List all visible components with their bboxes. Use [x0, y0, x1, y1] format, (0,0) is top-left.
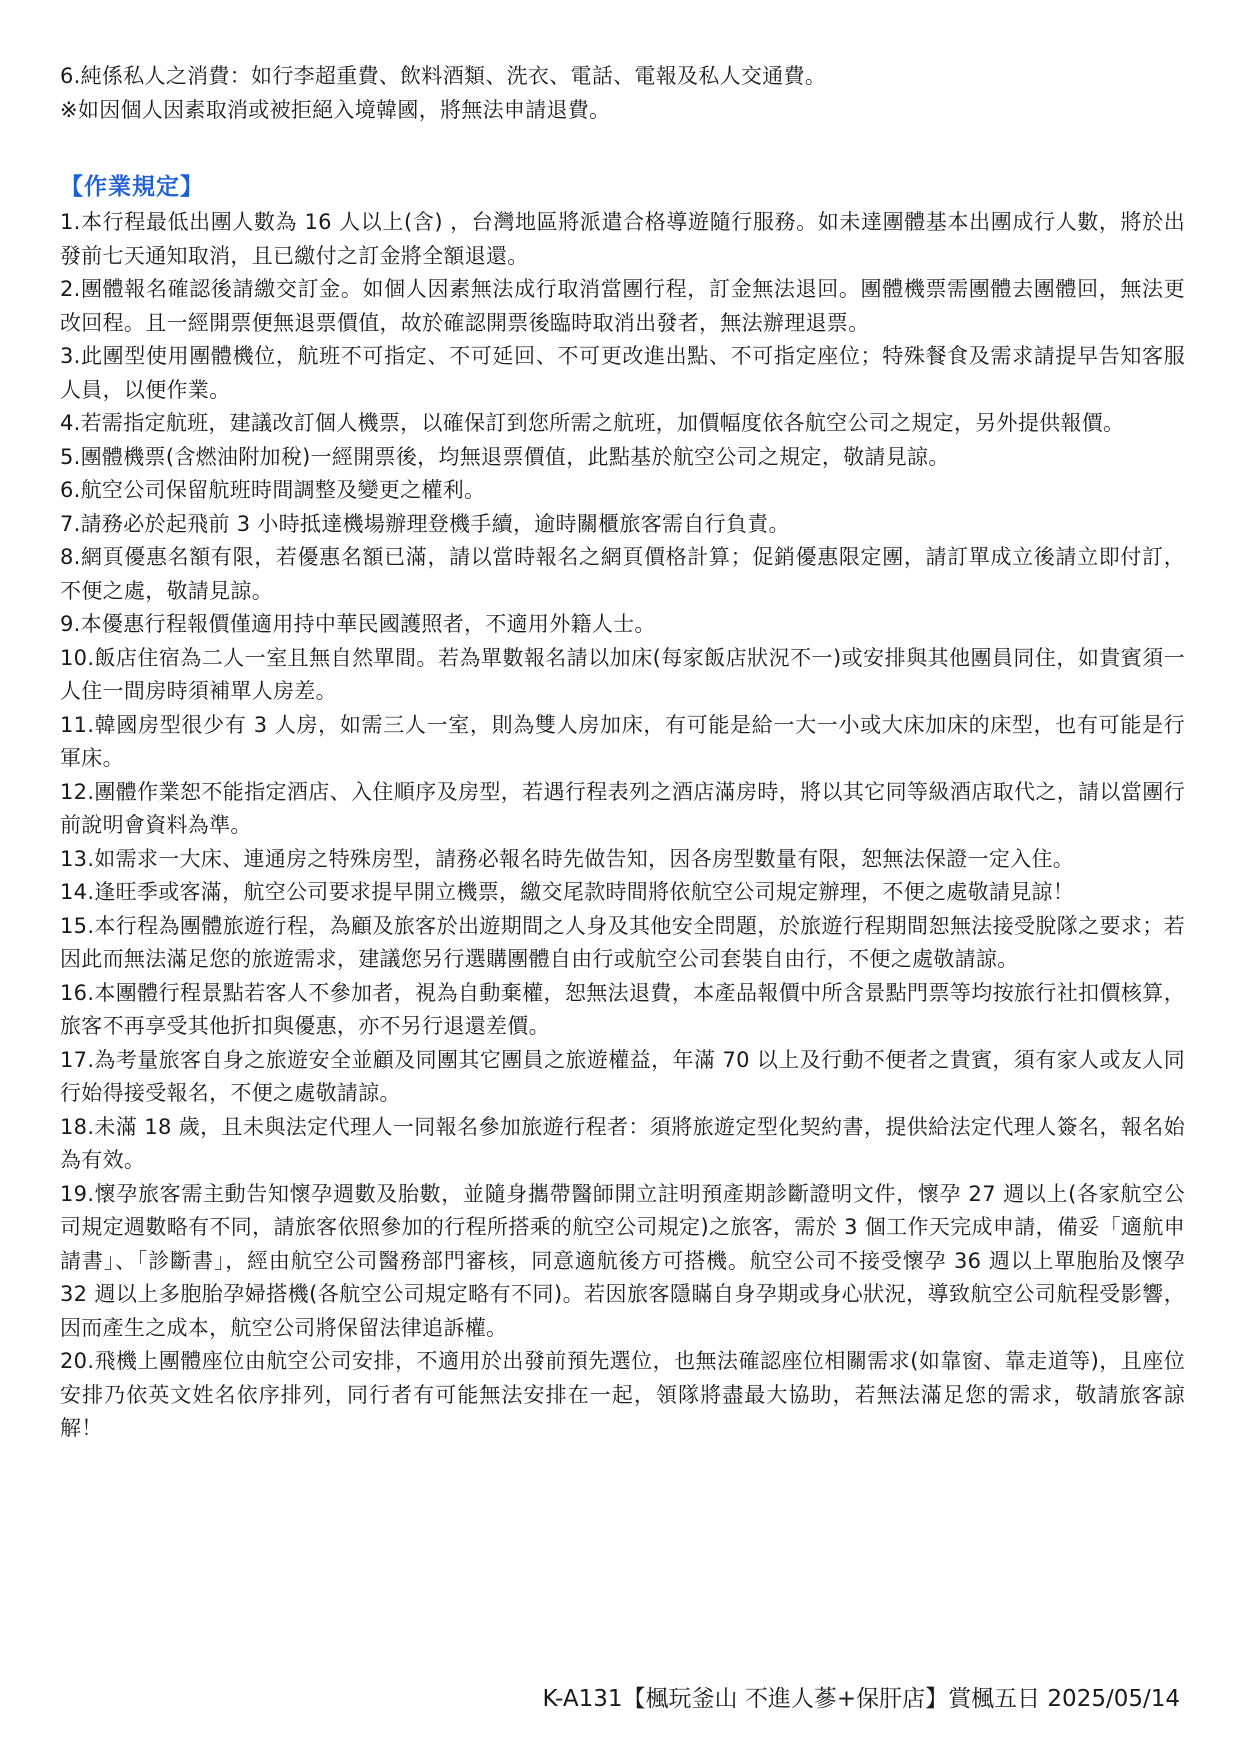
- rule-item: 16.本團體行程景點若客人不參加者，視為自動棄權，恕無法退費，本產品報價中所含景點門票等均按旅行社扣價核算，旅客不再享受其他折扣與優惠，亦不另行退還差價。: [60, 980, 1185, 1038]
- rule-item: 11.韓國房型很少有 3 人房，如需三人一室，則為雙人房加床，有可能是給一大一小或大床加床的床型，也有可能是行軍床。: [60, 712, 1185, 770]
- page-footer: K-A131【楓玩釜山 不進人蔘+保肝店】賞楓五日 2025/05/14: [542, 1686, 1180, 1712]
- rule-item: 8.網頁優惠名額有限，若優惠名額已滿，請以當時報名之網頁價格計算；促銷優惠限定團，請訂單成立後請立即付訂，不便之處，敬請見諒。: [60, 545, 1185, 603]
- document-page: [60, 60, 1185, 1446]
- rule-item: 7.請務必於起飛前 3 小時抵達機場辦理登機手續，逾時關櫃旅客需自行負責。: [60, 511, 790, 536]
- intro-line-personal-expenses: 6.純係私人之消費：如行李超重費、飲料酒類、洗衣、電話、電報及私人交通費。: [60, 64, 827, 88]
- rule-item: 4.若需指定航班，建議改訂個人機票，以確保訂到您所需之航班，加價幅度依各航空公司之規定，另外提供報價。: [60, 411, 1125, 435]
- rule-item: 10.飯店住宿為二人一室且無自然單間。若為單數報名請以加床(每家飯店狀況不一)或安排與其他團員同住，如貴賓須一人住一間房時須補單人房差。: [60, 645, 1185, 703]
- rule-item: 2.團體報名確認後請繳交訂金。如個人因素無法成行取消當團行程，訂金無法退回。團體機票需團體去團體回，無法更改回程。且一經開票便無退票價值，故於確認開票後臨時取消出發者，無法辦理退票。: [60, 277, 1185, 335]
- rule-item: 19.懷孕旅客需主動告知懷孕週數及胎數，並隨身攜帶醫師開立註明預產期診斷證明文件，懷孕 27 週以上(各家航空公司規定週數略有不同，請旅客依照參加的行程所搭乘的航空公司規定)之旅客，需於 3 個工作天完成申請，備妥「適航申請書」、「診斷書」，經由航空公司醫務部門審核，同意適航後方可搭機。航空公司不接受懷孕 36 週以上單胞胎及懷孕 32 週以上多胞胎孕婦搭機(各航空公司規定略有不同)。若因旅客隱瞞自身孕期或身心狀況，導致航空公司航程受影響，因而產生之成本，航空公司將保留法律追訴權。: [60, 1181, 1185, 1340]
- rule-item: 12.團體作業恕不能指定酒店、入住順序及房型，若遇行程表列之酒店滿房時，將以其它同等級酒店取代之，請以當團行前說明會資料為準。: [60, 779, 1185, 837]
- intro-line-refund-note: ※如因個人因素取消或被拒絕入境韓國，將無法申請退費。: [60, 97, 611, 122]
- rules-list: [60, 206, 1185, 1446]
- rule-item: 3.此團型使用團體機位，航班不可指定、不可延回、不可更改進出點、不可指定座位；特殊餐食及需求請提早告知客服人員，以便作業。: [60, 344, 1185, 402]
- rule-item: 17.為考量旅客自身之旅遊安全並顧及同團其它團員之旅遊權益，年滿 70 以上及行動不便者之貴賓，須有家人或友人同行始得接受報名，不便之處敬請諒。: [60, 1047, 1185, 1105]
- rule-item: 18.未滿 18 歲，且未與法定代理人一同報名參加旅遊行程者：須將旅遊定型化契約書，提供給法定代理人簽名，報名始為有效。: [60, 1114, 1185, 1172]
- rule-item: 9.本優惠行程報價僅適用持中華民國護照者，不適用外籍人士。: [60, 612, 656, 636]
- rule-item: 5.團體機票(含燃油附加稅)一經開票後，均無退票價值，此點基於航空公司之規定，敬請見諒。: [60, 444, 950, 469]
- rule-item: 15.本行程為團體旅遊行程，為顧及旅客於出遊期間之人身及其他安全問題，於旅遊行程期間恕無法接受脫隊之要求；若因此而無法滿足您的旅遊需求，建議您另行選購團體自由行或航空公司套裝自由行，不便之處敬請諒。: [60, 913, 1185, 971]
- rule-item: 14.逢旺季或客滿，航空公司要求提早開立機票，繳交尾款時間將依航空公司規定辦理，不便之處敬請見諒！: [60, 880, 1075, 904]
- rule-item: 20.飛機上團體座位由航空公司安排，不適用於出發前預先選位，也無法確認座位相關需求(如靠窗、靠走道等)，且座位安排乃依英文姓名依序排列，同行者有可能無法安排在一起，領隊將盡最大協助，若無法滿足您的需求，敬請旅客諒解！: [60, 1349, 1185, 1440]
- rule-item: 13.如需求一大床、連通房之特殊房型，請務必報名時先做告知，因各房型數量有限，恕無法保證一定入住。: [60, 846, 1075, 871]
- section-heading: 【作業規定】: [60, 174, 204, 200]
- rule-item: 6.航空公司保留航班時間調整及變更之權利。: [60, 478, 486, 502]
- rule-item: 1.本行程最低出團人數為 16 人以上(含) ，台灣地區將派遣合格導遊隨行服務。如未達團體基本出團成行人數，將於出發前七天通知取消，且已繳付之訂金將全額退還。: [60, 210, 1185, 268]
